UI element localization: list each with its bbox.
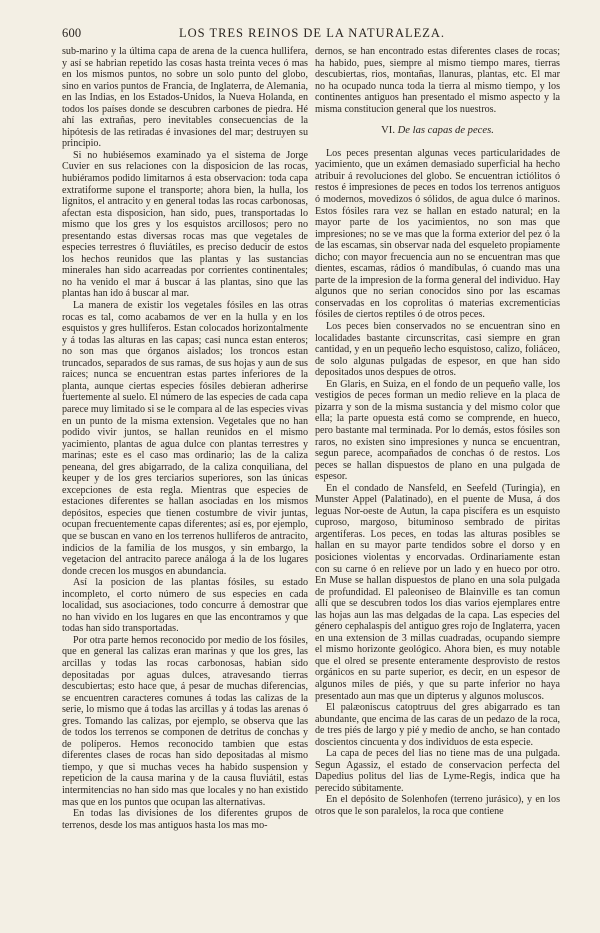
page-number: 600 — [62, 26, 82, 40]
paragraph: Los peces presentan algunas veces particularidades de yacimiento, que un exámen demasiado superficial ha hecho atribuir á revoluciones del globo. Se encuentran ictiólitos ó restos é impresiones de peces en todos los terrenos antiguos ó modernos, movedizos ó sólidos, de agua dulce ó marinos. Estos fósiles rara vez se hallan en estado natural; en la mayor parte de los yacimientos, no son mas que impresiones; no se ve mas que la forma exterior del pez ó la de las escamas, sin observar nada del esqueleto propiamente dicho; con mayor frecuencia aun no se encuentran mas que dientes, escamas, rádios ó mandíbulas, ó cuando mas una parte de la impresion de la forma general del individuo. Hay algunos que no serian conocidos sino por las escamas conservadas en los coprolitas ó materias excrementicias fósiles de ciertos reptiles ó de otros peces. — [315, 147, 560, 321]
left-column — [62, 46, 308, 831]
paragraph: El palæoniscus catoptruus del gres abigarrado es tan abundante, que encima de las caras de un pedazo de la roca, de tres piés de largo y pié y medio de ancho, se han contado doscientos cincuenta y dos individuos de esta especie. — [315, 702, 560, 748]
paragraph: La manera de existir los vegetales fósiles en las otras rocas es tal, como acabamos de ver en la hulla y en los esquistos y gres hulliferos. Estan colocados horizontalmente y á todas las alturas en las capas; casi nunca estan enteros; no son mas que órganos aislados; los troncos estan truncados, separados de sus ramas, de sus hojas y aun de sus raices; nunca se encuentran estas partes inferiores de la planta, aunque ciertas especies fósiles debieran adherirse fuertemente al suelo. El número de las especies de cada capa parece muy limitado si se le compara al de las especies vivas en un punto de la misma extension. Vegetales que no han podido vivir juntos, se hallan reunidos en el mismo yacimiento, plantas de agua dulce con plantas terrestres y marinas; este es el caso mas ordinario; las de la caliza peneana, del gres abigarrado, de la caliza conquiliana, del keuper y de los gres terciarios superiores, son las únicas excepciones de esta regla. Mientras que especies de estaciones diferentes se hallan asociadas en los mismos depósitos, especies que tienen costumbre de vivir juntas, ocupan frecuentemente capas diferentes; así es, por ejemplo, que se buscan en vano en los terrenos hulliferos de antracito, indicios de la familia de los musgos, y sin embargo, la vegetacion del antracito parece análoga á la de los lugares donde crecen los musgos en abundancia. — [62, 300, 308, 577]
paragraph: La capa de peces del lias no tiene mas de una pulgada. Segun Agassiz, el estado de conservacion perfecta del Dapedius politus del lias de Lyme-Regis, indica que ha perecido súbitamente. — [315, 748, 560, 794]
paragraph: En Glaris, en Suiza, en el fondo de un pequeño valle, los vestigios de peces forman un medio relieve en la placa de pizarra y son de la misma sustancia y del mismo color que ella; la parte opuesta está como se comprende, en hueco, pero bastante mal terminada. Por lo demás, estos fósiles son raros, no existen sino impresiones y nunca se encuentran, segun parece, acompañados de conchas ó de restos. Los peces se hallan dispuestos de plano en una pulgada de espesor. — [315, 378, 560, 483]
paragraph: dernos, se han encontrado estas diferentes clases de rocas; ha habido, pues, siempre al mismo tiempo mares, tierras descubiertas, rios, montañas, llanuras, plantas, etc. El mar no ha ocupado nunca toda la tierra al mismo tiempo, y los continentes antiguos han presentado el mismo aspecto y la misma constitucion general que los nuestros. — [315, 46, 560, 115]
paragraph: Así la posicion de las plantas fósiles, su estado incompleto, el corto número de sus especies en cada localidad, sus asociaciones, todo concurre á demostrar que no han vivido en los lugares en que las encontramos y que todas han sido transportadas. — [62, 577, 308, 635]
right-column — [315, 46, 560, 818]
paragraph: En el depósito de Solenhofen (terreno jurásico), y en los otros que le son paralelos, la roca que contiene — [315, 794, 560, 817]
page-header — [62, 26, 562, 42]
section-heading — [315, 125, 560, 137]
section-title: De las capas de peces. — [397, 125, 494, 137]
paragraph: En el condado de Nansfeld, en Seefeld (Turingia), en Munster Appel (Palatinado), en el puente de Musa, á dos leguas Nor-oeste de Autun, la capa piscífera es un esquisto cuproso, margoso, bituminoso sembrado de piritas argentíferas. Los peces, en todas las alturas posibles se hallan en su mayor parte tendidos sobre el dorso y en posiciones violentas y encorvadas. Ordinariamente estan con su carne ó en relieve por un lado y en hueco por otro. En Muse se hallan dispuestos de plano en una sola pulgada de profundidad. El paleoniseo de Blainville es tan comun allí que se descubren todos los dias varios ejemplares entre las hojas aun las mas delgadas de la capa. Las especies del género cephalaspis del antiguo gres rojo de Inglaterra, yacen en una extension de 3 millas cuadradas, ocupando siempre el mismo horizonte geológico. Ahora bien, es muy notable que el olred se presente enteramente desprovisto de restos orgánicos en su parte superior, es decir, en un espesor de algunos miles de piés, y que su parte inferior no haya presentado aun mas que un dipterus y algunos moluscos. — [315, 482, 560, 702]
running-title: LOS TRES REINOS DE LA NATURALEZA. — [178, 26, 446, 40]
paragraph: Los peces bien conservados no se encuentran sino en localidades bastante circunscritas, casi siempre en gran cantidad, y en un pequeño lecho esquistoso, calizo, foliáceo, de solo algunas pulgadas de espesor, en que han sido depositados unos despues de otros. — [315, 321, 560, 379]
paragraph: En todas las divisiones de los diferentes grupos de terrenos, desde los mas antiguos hasta los mas mo- — [62, 808, 308, 831]
paragraph: sub-marino y la última capa de arena de la cuenca hullifera, y así se habrian repetido las cosas hasta treinta veces ó mas en los mismos puntos, no sobre un solo punto del globo, sino en varios puntos de Francia, de Inglaterra, de Alemania, en las Indias, en los Estados-Unidos, la Nueva Holanda, en todos los países donde se descubren carbones de piedra. Hé ahí las extrañas, pero inevitables consecuencias de la hipótesis de las retiradas é invasiones del mar; destruyen su principio. — [62, 46, 308, 150]
section-number: VI. — [381, 125, 395, 137]
paragraph: Por otra parte hemos reconocido por medio de los fósiles, que en general las calizas eran marinas y que los gres, las arcillas y todas las rocas carbonosas, habian sido depositadas por aguas dulces, atravesando tierras descubiertas; esto hace que, á pesar de muchas diferencias, se encuentren caracteres comunes á todas las calizas de la serie, lo mismo que á todas las arcillas y á todas las arenas ó gres. Tomando las calizas, por ejemplo, se observa que las de todos los terrenos se componen de detritus de conchas y de políperos. Hemos reconocido tambien que estas diferentes clases de rocas han sido depositadas al mismo tiempo, y que si muchas veces ha habido suspension y repeticion de la causa marina y de la causa fluviátil, estas intermitencias no han sido mas que locales y no han existido mas que en los puntos que ocupan las alternativas. — [62, 634, 308, 808]
paragraph: Si no hubiésemos examinado ya el sistema de Jorge Cuvier en sus relaciones con la disposicion de las rocas, hubiéramos podido limitarnos á esta observacion: toda capa extratiforme supone el transporte; ahora bien, la hulla, los lignitos, el antracito y en general todas las rocas carbonosas, afectan esta disposicion, han sido, pues, transportadas lo mismo que los gres y los esquistos arcillosos; pero no presentando estas diversas rocas mas que vegetales de especies terrestres ó fluviátiles, es preciso deducir de estos los hechos reunidos que las plantas y las sustancias minerales han sido acarreadas por corrientes continentales; no ha venido el mar á buscar á las plantas, sino que las plantas han ido á buscar al mar. — [62, 149, 308, 300]
